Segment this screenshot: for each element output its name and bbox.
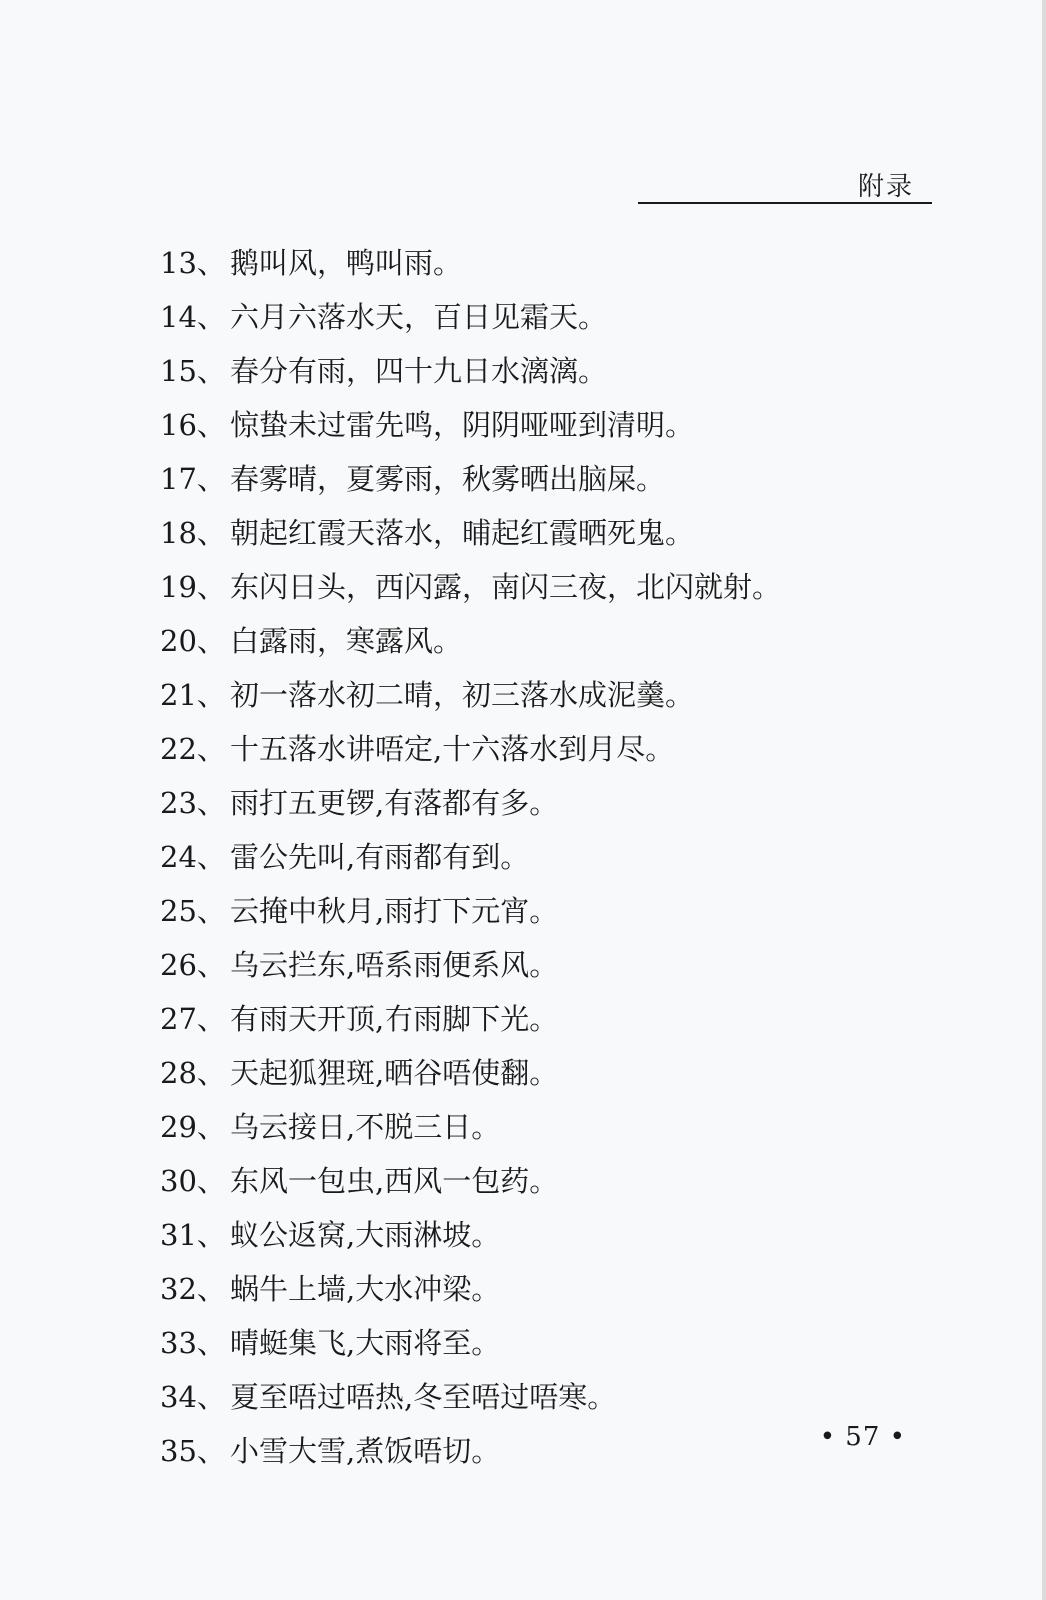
item-text: 云掩中秋月,雨打下元宵。 (230, 894, 559, 928)
section-header: 附录 (857, 172, 914, 202)
item-number: 25、 (160, 894, 226, 928)
item-text: 夏至唔过唔热,冬至唔过唔寒。 (230, 1380, 617, 1414)
item-text: 有雨天开顶,冇雨脚下光。 (230, 1002, 559, 1036)
item-number: 17、 (160, 462, 226, 496)
list-item (160, 614, 920, 668)
item-number: 14、 (160, 300, 226, 334)
list-item (160, 830, 920, 884)
item-text: 春雾晴，夏雾雨，秋雾晒出脑屎。 (230, 462, 666, 496)
item-text: 蜗牛上墙,大水冲梁。 (230, 1272, 501, 1306)
item-text: 鹅叫风，鸭叫雨。 (230, 246, 463, 280)
item-number: 27、 (160, 1002, 226, 1036)
list-item (160, 1316, 920, 1370)
item-number: 19、 (160, 570, 226, 604)
item-text: 十五落水讲唔定,十六落水到月尽。 (230, 732, 675, 766)
item-number: 29、 (160, 1110, 226, 1144)
item-text: 春分有雨，四十九日水漓漓。 (230, 354, 608, 388)
item-text: 东闪日头，西闪露，南闪三夜，北闪就射。 (230, 570, 782, 604)
item-number: 31、 (160, 1218, 226, 1252)
item-number: 35、 (160, 1434, 226, 1468)
list-item (160, 1262, 920, 1316)
item-text: 晴蜓集飞,大雨将至。 (230, 1326, 501, 1360)
list-item (160, 506, 920, 560)
list-item (160, 992, 920, 1046)
item-text: 六月六落水天，百日见霜天。 (230, 300, 608, 334)
item-number: 34、 (160, 1380, 226, 1414)
item-text: 蚁公返窝,大雨淋坡。 (230, 1218, 501, 1252)
item-number: 23、 (160, 786, 226, 820)
item-text: 雨打五更锣,有落都有多。 (230, 786, 559, 820)
item-number: 16、 (160, 408, 226, 442)
item-text: 天起狐狸斑,晒谷唔使翻。 (230, 1056, 559, 1090)
page-number: • 57 • (819, 1422, 906, 1452)
list-item (160, 1100, 920, 1154)
list-item (160, 938, 920, 992)
list-item (160, 776, 920, 830)
item-number: 15、 (160, 354, 226, 388)
list-item (160, 398, 920, 452)
item-text: 惊蛰未过雷先鸣，阴阴哑哑到清明。 (230, 408, 695, 442)
list-item (160, 344, 920, 398)
item-number: 24、 (160, 840, 226, 874)
item-number: 21、 (160, 678, 226, 712)
item-number: 13、 (160, 246, 226, 280)
header-rule (638, 202, 932, 204)
item-text: 乌云接日,不脱三日。 (230, 1110, 501, 1144)
proverb-list (160, 236, 920, 1478)
item-text: 小雪大雪,煮饭唔切。 (230, 1434, 501, 1468)
list-item (160, 290, 920, 344)
list-item (160, 884, 920, 938)
list-item (160, 722, 920, 776)
item-number: 32、 (160, 1272, 226, 1306)
item-text: 乌云拦东,唔系雨便系风。 (230, 948, 559, 982)
list-item (160, 668, 920, 722)
list-item (160, 1370, 920, 1424)
list-item (160, 560, 920, 614)
item-text: 雷公先叫,有雨都有到。 (230, 840, 530, 874)
list-item (160, 1424, 920, 1478)
item-number: 28、 (160, 1056, 226, 1090)
list-item (160, 1208, 920, 1262)
list-item (160, 236, 920, 290)
item-number: 33、 (160, 1326, 226, 1360)
item-text: 白露雨，寒露风。 (230, 624, 463, 658)
list-item (160, 452, 920, 506)
item-number: 18、 (160, 516, 226, 550)
item-text: 朝起红霞天落水，晡起红霞晒死鬼。 (230, 516, 695, 550)
page-edge (1042, 0, 1046, 1600)
item-number: 30、 (160, 1164, 226, 1198)
item-number: 22、 (160, 732, 226, 766)
item-number: 26、 (160, 948, 226, 982)
item-number: 20、 (160, 624, 226, 658)
item-text: 东风一包虫,西风一包药。 (230, 1164, 559, 1198)
list-item (160, 1046, 920, 1100)
list-item (160, 1154, 920, 1208)
item-text: 初一落水初二晴，初三落水成泥羹。 (230, 678, 695, 712)
